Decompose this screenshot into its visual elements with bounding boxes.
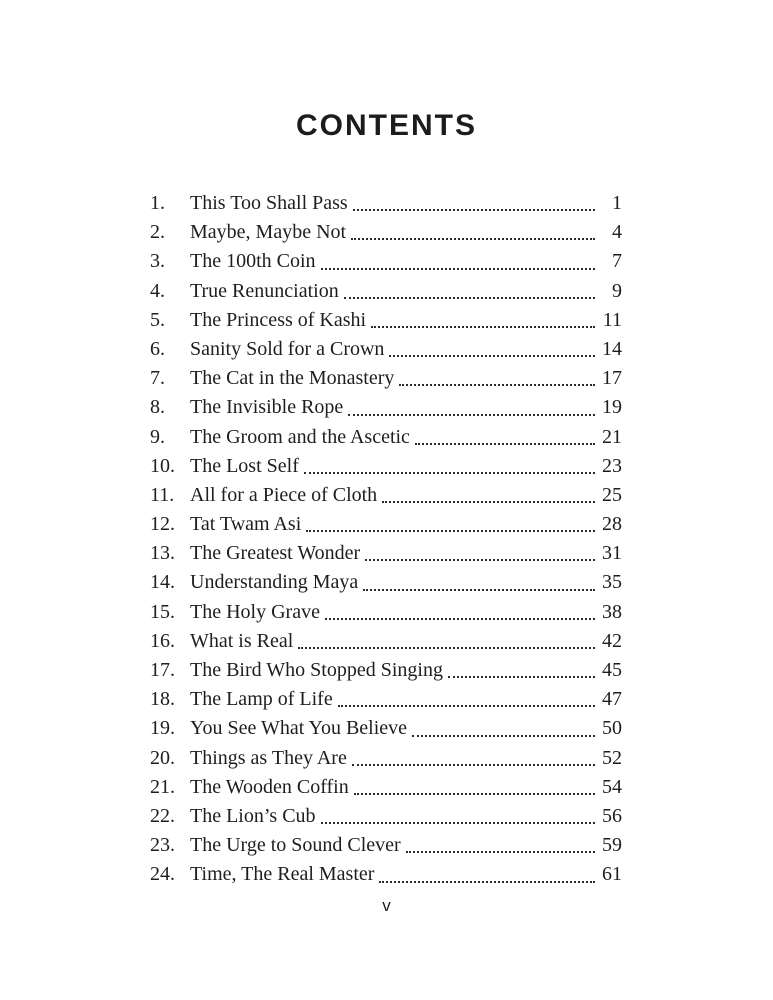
toc-entry-number: 16. xyxy=(150,629,175,652)
toc-entry-page: 47 xyxy=(602,688,622,711)
dotted-leader xyxy=(382,501,595,503)
toc-entry-page: 25 xyxy=(602,483,622,506)
toc-entry-title: What is Real xyxy=(190,629,294,652)
dotted-leader xyxy=(389,355,595,357)
dotted-leader xyxy=(348,414,595,416)
dotted-leader xyxy=(338,705,595,707)
dotted-leader xyxy=(298,647,595,649)
toc-entry xyxy=(150,656,622,685)
toc-entry-page: 21 xyxy=(602,425,622,448)
toc-entry-number: 6. xyxy=(150,337,165,360)
toc-entry-number: 20. xyxy=(150,746,175,769)
toc-entry xyxy=(150,423,622,452)
toc-entry-page: 11 xyxy=(602,308,622,331)
toc-entry-page: 4 xyxy=(612,221,622,244)
toc-entry-page: 14 xyxy=(602,337,622,360)
toc-entry-title: Understanding Maya xyxy=(190,571,359,594)
toc-entry-title: Maybe, Maybe Not xyxy=(190,221,347,244)
toc-entry xyxy=(150,627,622,656)
toc-entry xyxy=(150,773,622,802)
toc-entry xyxy=(150,568,622,597)
dotted-leader xyxy=(379,881,595,883)
toc-entry-title: The 100th Coin xyxy=(190,250,316,273)
toc-entry-number: 4. xyxy=(150,279,165,302)
dotted-leader xyxy=(415,443,595,445)
toc-entry xyxy=(150,277,622,306)
toc-entry-title: The Urge to Sound Clever xyxy=(190,834,401,857)
dotted-leader xyxy=(354,793,595,795)
toc-entry xyxy=(150,306,622,335)
toc-entry xyxy=(150,598,622,627)
toc-entry-number: 5. xyxy=(150,308,165,331)
dotted-leader xyxy=(321,822,595,824)
toc-entry xyxy=(150,452,622,481)
toc-entry-number: 7. xyxy=(150,367,165,390)
toc-entry-title: Time, The Real Master xyxy=(190,863,375,886)
toc-entry-number: 12. xyxy=(150,513,175,536)
toc-entry-title: True Renunciation xyxy=(190,279,339,302)
toc-entry-page: 9 xyxy=(612,279,622,302)
toc-entry xyxy=(150,364,622,393)
dotted-leader xyxy=(399,384,595,386)
toc-entry-number: 11. xyxy=(150,483,175,506)
toc-entry xyxy=(150,831,622,860)
toc-entry-number: 22. xyxy=(150,804,175,827)
toc-entry xyxy=(150,539,622,568)
toc-entry-number: 18. xyxy=(150,688,175,711)
toc-entry-title: Sanity Sold for a Crown xyxy=(190,337,385,360)
toc-entry-page: 50 xyxy=(602,717,622,740)
toc-entry-title: Things as They Are xyxy=(190,746,347,769)
toc-entry xyxy=(150,218,622,247)
toc-entry-title: The Wooden Coffin xyxy=(190,775,349,798)
toc-entry-number: 2. xyxy=(150,221,165,244)
dotted-leader xyxy=(353,209,595,211)
toc-entry-title: The Lamp of Life xyxy=(190,688,333,711)
toc-entry-page: 35 xyxy=(602,571,622,594)
toc-entry-number: 8. xyxy=(150,396,165,419)
toc-entry xyxy=(150,714,622,743)
toc-entry-page: 59 xyxy=(602,834,622,857)
toc-entry-page: 45 xyxy=(602,659,622,681)
dotted-leader xyxy=(321,268,595,270)
toc-entry-number: 9. xyxy=(150,425,165,448)
toc-entry-number: 14. xyxy=(150,571,175,594)
dotted-leader xyxy=(344,297,595,299)
toc-entry xyxy=(150,685,622,714)
toc-entry-page: 28 xyxy=(602,513,622,536)
toc-entry-page: 19 xyxy=(602,396,622,419)
toc-entry-title: The Bird Who Stopped Singing xyxy=(190,659,443,681)
dotted-leader xyxy=(363,589,595,591)
dotted-leader xyxy=(304,472,595,474)
toc-entry xyxy=(150,335,622,364)
toc-entry-title: The Cat in the Monastery xyxy=(190,367,395,390)
toc-entry-page: 1 xyxy=(612,192,622,214)
toc-entry-page: 54 xyxy=(602,775,622,798)
toc-entry-page: 17 xyxy=(602,367,622,390)
dotted-leader xyxy=(448,676,595,678)
toc-entry-title: This Too Shall Pass xyxy=(190,192,348,214)
page-number-folio: v xyxy=(382,896,391,915)
dotted-leader xyxy=(351,238,595,240)
toc-entry-page: 42 xyxy=(602,629,622,652)
dotted-leader xyxy=(325,618,595,620)
toc-entry-number: 17. xyxy=(150,659,175,681)
toc-entry-title: The Princess of Kashi xyxy=(190,308,367,331)
toc-entry xyxy=(150,393,622,422)
toc-entry-number: 10. xyxy=(150,454,175,477)
toc-entry-page: 23 xyxy=(602,454,622,477)
dotted-leader xyxy=(365,559,595,561)
toc-entry-title: All for a Piece of Cloth xyxy=(190,483,378,506)
toc-entry xyxy=(150,802,622,831)
toc-entry-number: 19. xyxy=(150,717,175,740)
toc-entry-number: 24. xyxy=(150,863,175,886)
dotted-leader xyxy=(406,851,595,853)
dotted-leader xyxy=(352,764,595,766)
toc-entry-number: 3. xyxy=(150,250,165,273)
toc-entry-title: The Lion’s Cub xyxy=(190,804,316,827)
toc-entry-title: The Holy Grave xyxy=(190,600,320,623)
toc-entry xyxy=(150,481,622,510)
dotted-leader xyxy=(412,735,595,737)
toc-entry xyxy=(150,247,622,276)
toc-entry-title: The Groom and the Ascetic xyxy=(190,425,410,448)
toc-entry-page: 38 xyxy=(602,600,622,623)
dotted-leader xyxy=(306,530,595,532)
toc-entry-title: The Lost Self xyxy=(190,454,299,477)
toc-entry-title: The Greatest Wonder xyxy=(190,542,361,565)
toc-entry-number: 13. xyxy=(150,542,175,565)
toc-entry-number: 1. xyxy=(150,192,165,214)
toc-entry xyxy=(150,744,622,773)
toc-entry-page: 7 xyxy=(612,250,622,273)
toc-entry xyxy=(150,189,622,218)
toc-entry-title: The Invisible Rope xyxy=(190,396,344,419)
toc-entry-page: 56 xyxy=(602,804,622,827)
toc-entry-number: 15. xyxy=(150,600,175,623)
toc-list xyxy=(150,189,622,890)
toc-entry-number: 23. xyxy=(150,834,175,857)
toc-entry-page: 31 xyxy=(602,542,622,565)
dotted-leader xyxy=(371,326,595,328)
page-title: CONTENTS xyxy=(296,109,477,142)
toc-entry-page: 52 xyxy=(602,746,622,769)
toc-entry-title: Tat Twam Asi xyxy=(190,513,302,536)
toc-entry-number: 21. xyxy=(150,775,175,798)
toc-entry xyxy=(150,510,622,539)
toc-entry-title: You See What You Believe xyxy=(190,717,408,740)
toc-entry xyxy=(150,860,622,889)
toc-entry-page: 61 xyxy=(602,863,622,886)
